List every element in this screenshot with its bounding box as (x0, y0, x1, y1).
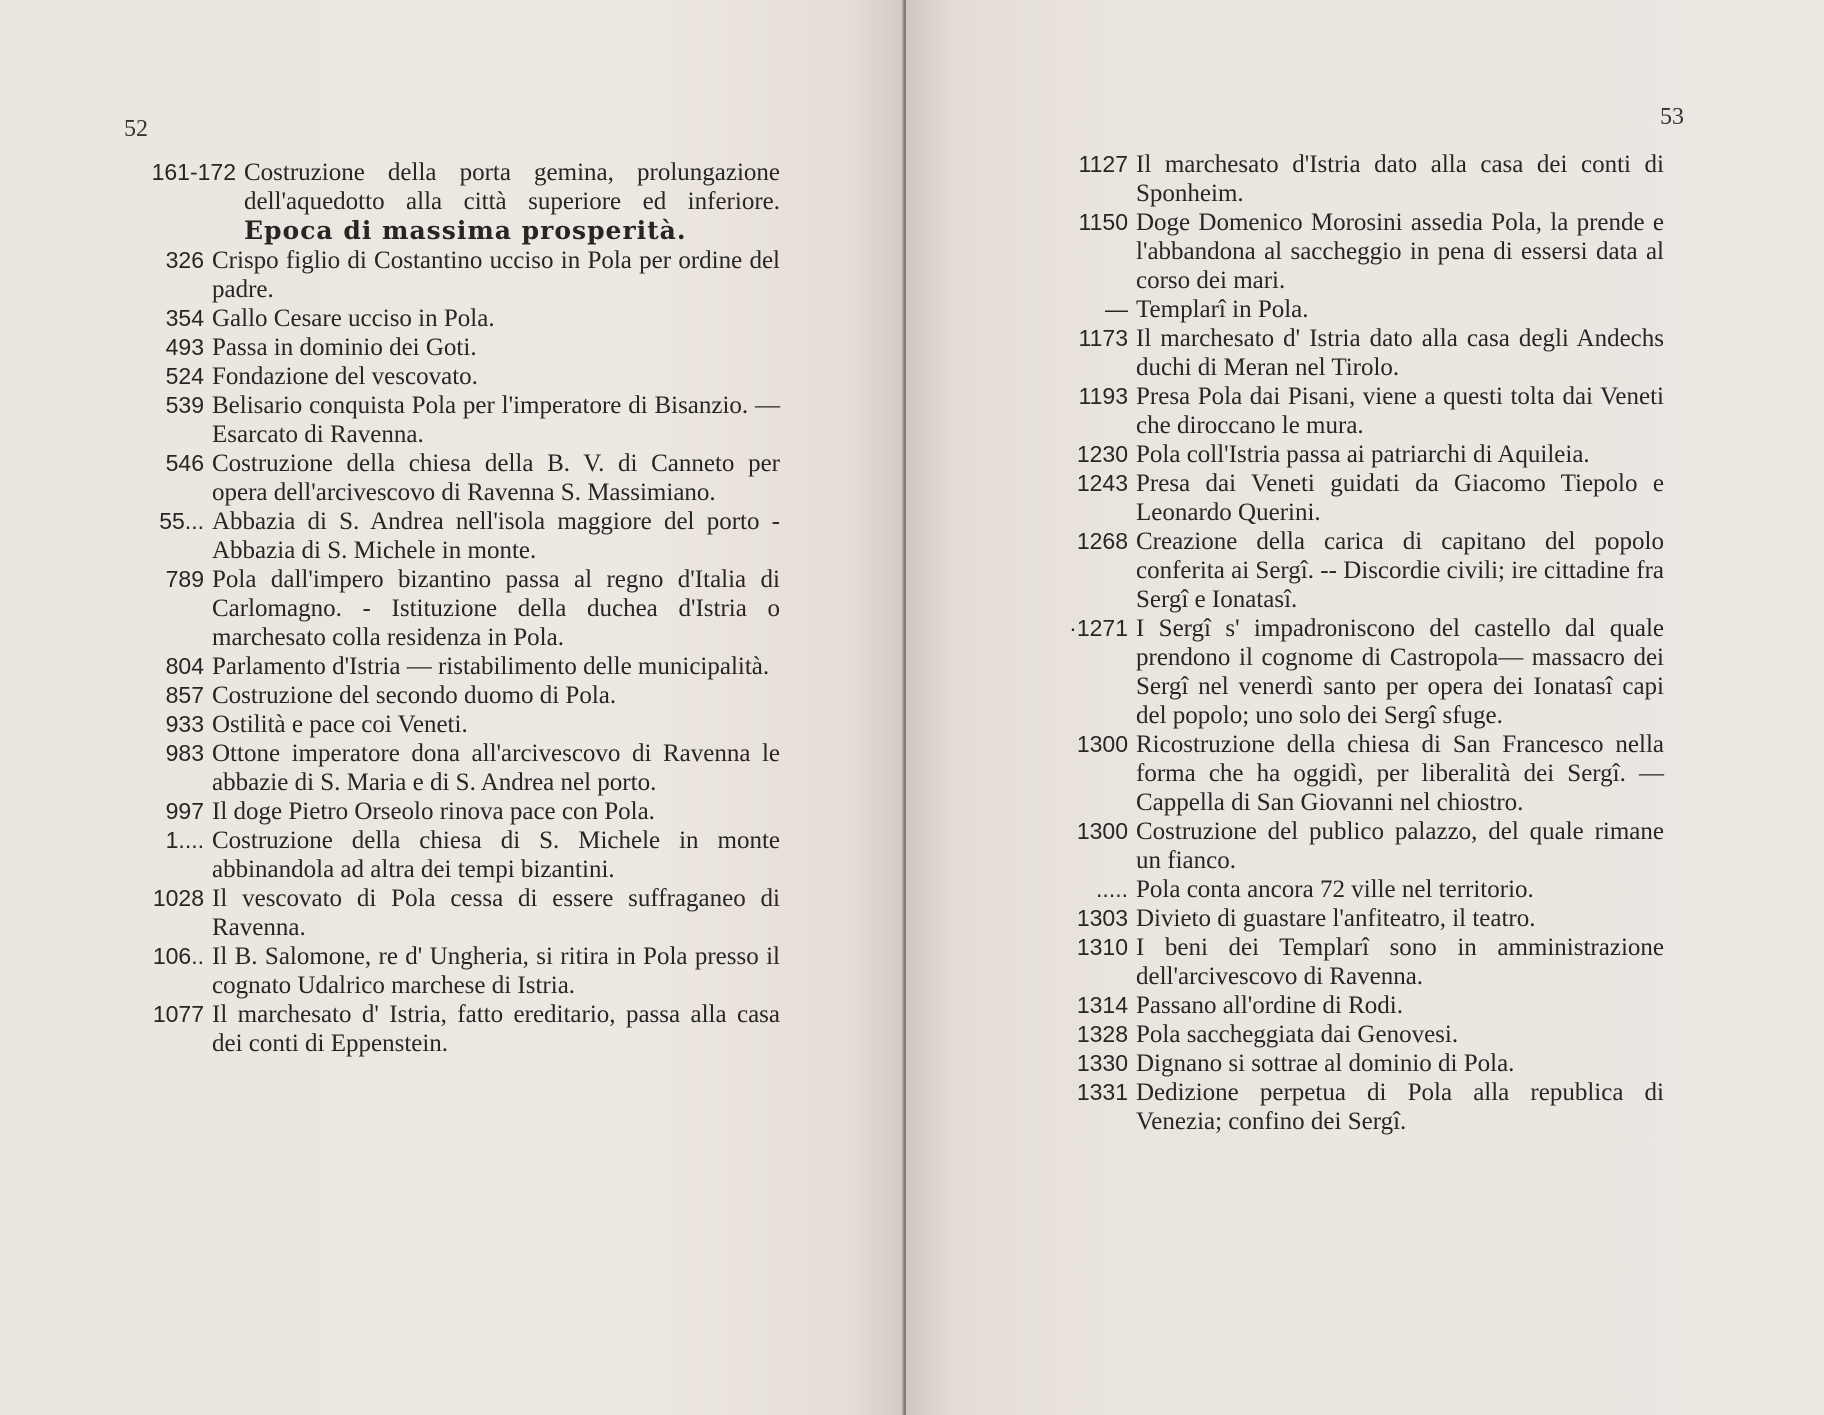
entry-year: 1330 (1076, 1050, 1128, 1076)
entry-description: Costruzione della porta gemina, prolungazione dell'aquedotto alla città superiore ed inferiore. (244, 159, 780, 215)
entry-description: Il marchesato d' Istria dato alla casa degli Andechs duchi di Meran nel Tirolo. (1136, 325, 1664, 381)
chronology-entry (140, 884, 780, 942)
entry-year: 1300 (1076, 731, 1128, 757)
entry-description: Parlamento d'Istria — ristabilimento delle municipalità. (212, 653, 770, 680)
entry-year: 354 (165, 305, 204, 331)
entry-description: Divieto di guastare l'anfiteatro, il teatro. (1136, 905, 1536, 932)
entry-description: Il doge Pietro Orseolo rinova pace con Pola. (212, 798, 655, 825)
entry-description: Pola saccheggiata dai Genovesi. (1136, 1021, 1459, 1048)
entry-text (212, 739, 780, 797)
page-number: 52 (124, 116, 148, 142)
chronology-entry (1056, 1049, 1664, 1078)
entry-text (1136, 730, 1664, 817)
entry-year: 1028 (152, 885, 204, 911)
entry-year: 493 (165, 334, 204, 360)
chronology-entry (1056, 730, 1664, 817)
chronology-entry (140, 652, 780, 681)
entry-text (1136, 614, 1664, 730)
entry-text (212, 449, 780, 507)
entry-text (1136, 150, 1664, 208)
entry-year: — (1105, 296, 1128, 322)
chronology-entry (140, 449, 780, 507)
chronology-entry (140, 1000, 780, 1058)
entry-text (212, 826, 780, 884)
entry-description: Crispo figlio di Costantino ucciso in Pola per ordine del padre. (212, 247, 780, 303)
chronology-entry (140, 681, 780, 710)
entry-text (1136, 875, 1664, 904)
entry-year: 539 (165, 392, 204, 418)
entry-text (1136, 1049, 1664, 1078)
entry-year: ..... (1096, 876, 1128, 902)
entry-year: 524 (165, 363, 204, 389)
entry-text (212, 333, 780, 362)
chronology-entry (1056, 527, 1664, 614)
entry-year: 326 (165, 247, 204, 273)
entry-year: 804 (165, 653, 204, 679)
chronology-entry (140, 246, 780, 304)
entry-description: Presa dai Veneti guidati da Giacomo Tiepolo e Leonardo Querini. (1136, 470, 1664, 526)
entry-description: Pola dall'impero bizantino passa al regno d'Italia di Carlomagno. - Istituzione della duchea d'Istria o marchesato colla residenza in Pola. (212, 566, 780, 651)
chronology-entry (1056, 904, 1664, 933)
chronology-entry (140, 507, 780, 565)
entry-description: Costruzione del publico palazzo, del quale rimane un fianco. (1136, 818, 1664, 874)
entry-year: 1150 (1078, 209, 1128, 235)
entry-description: Ricostruzione della chiesa di San Francesco nella forma che ha oggidì, per liberalità dei Sergî. — Cappella di San Giovanni nel chiostro. (1136, 731, 1664, 816)
entry-year: 1314 (1076, 992, 1128, 1018)
entry-text (244, 158, 780, 246)
page-number: 53 (1660, 104, 1684, 130)
entry-year: 1.... (165, 827, 204, 853)
chronology-entry (1056, 817, 1664, 875)
entry-text (1136, 904, 1664, 933)
entry-year: 1193 (1078, 383, 1128, 409)
entry-year: 1127 (1078, 151, 1128, 177)
entry-year: 997 (165, 798, 204, 824)
entry-description: Ottone imperatore dona all'arcivescovo di Ravenna le abbazie di S. Maria e di S. Andrea nel porto. (212, 740, 780, 796)
chronology-entry (1056, 324, 1664, 382)
entry-description: Fondazione del vescovato. (212, 363, 478, 390)
chronology-entry (1056, 991, 1664, 1020)
entry-text (212, 391, 780, 449)
entry-text (1136, 933, 1664, 991)
chronology-entry (140, 362, 780, 391)
entry-year: 1173 (1078, 325, 1128, 351)
entry-year: 1230 (1076, 441, 1128, 467)
entry-year: 983 (165, 740, 204, 766)
entry-description: Il marchesato d' Istria, fatto ereditario, passa alla casa dei conti di Eppenstein. (212, 1001, 780, 1057)
entry-year: 161-172 (151, 159, 236, 185)
entry-year: 1328 (1076, 1021, 1128, 1047)
chronology-entry (1056, 1078, 1664, 1136)
chronology-entry (140, 158, 780, 246)
entry-description: Abbazia di S. Andrea nell'isola maggiore del porto - Abbazia di S. Michele in monte. (212, 508, 780, 564)
entry-description: Creazione della carica di capitano del popolo conferita ai Sergî. -- Discordie civili; ire cittadine fra Sergî e Ionatasî. (1136, 528, 1664, 613)
chronology-entry (1056, 440, 1664, 469)
entry-text (1136, 440, 1664, 469)
chronology-entry (1056, 208, 1664, 295)
entry-year: 933 (165, 711, 204, 737)
entry-year: 1243 (1076, 470, 1128, 496)
entry-year: 546 (165, 450, 204, 476)
entry-text (212, 942, 780, 1000)
entry-description: Il vescovato di Pola cessa di essere suffraganeo di Ravenna. (212, 885, 780, 941)
entry-text (1136, 382, 1664, 440)
chronology-entry (1056, 150, 1664, 208)
chronology-entry (1056, 295, 1664, 324)
chronology-entry (140, 333, 780, 362)
entry-description: Costruzione della chiesa della B. V. di Canneto per opera dell'arcivescovo di Ravenna S. Massimiano. (212, 450, 780, 506)
entry-text (1136, 527, 1664, 614)
entry-description: I beni dei Templarî sono in amministrazione dell'arcivescovo di Ravenna. (1136, 934, 1664, 990)
entry-year: 857 (165, 682, 204, 708)
entry-text (212, 681, 780, 710)
entry-text (212, 652, 780, 681)
entry-text (1136, 991, 1664, 1020)
right-page (906, 0, 1824, 1415)
entry-description: Templarî in Pola. (1136, 296, 1309, 323)
entry-text (1136, 208, 1664, 295)
entry-description: Costruzione della chiesa di S. Michele in monte abbinandola ad altra dei tempi bizantini. (212, 827, 780, 883)
entry-description: Presa Pola dai Pisani, viene a questi tolta dai Veneti che diroccano le mura. (1136, 383, 1664, 439)
entry-text (1136, 817, 1664, 875)
chronology-entry (140, 304, 780, 333)
entry-text (212, 362, 780, 391)
entry-text (1136, 295, 1664, 324)
entry-description: Dignano si sottrae al dominio di Pola. (1136, 1050, 1515, 1077)
chronology-entry (140, 797, 780, 826)
chronology-entry (1056, 933, 1664, 991)
chronology-entry (140, 391, 780, 449)
entry-text (212, 884, 780, 942)
entry-description: Pola conta ancora 72 ville nel territorio. (1136, 876, 1534, 903)
entry-text (212, 246, 780, 304)
entry-text (212, 565, 780, 652)
entry-description: Passa in dominio dei Goti. (212, 334, 477, 361)
chronology-entry (1056, 382, 1664, 440)
entry-year: 1331 (1076, 1079, 1128, 1105)
chronology-entry (1056, 875, 1664, 904)
chronology-entry (140, 739, 780, 797)
entry-text (1136, 1020, 1664, 1049)
entry-description: Costruzione del secondo duomo di Pola. (212, 682, 617, 709)
entry-text (1136, 324, 1664, 382)
chronology-entry (140, 565, 780, 652)
chronology-entry (1056, 614, 1664, 730)
entry-text (212, 797, 780, 826)
entry-description: Il B. Salomone, re d' Ungheria, si ritira in Pola presso il cognato Udalrico marchese di Istria. (212, 943, 780, 999)
entry-text (212, 507, 780, 565)
chronology-list (140, 158, 780, 1058)
chronology-list (1056, 150, 1664, 1136)
entry-year: 789 (165, 566, 204, 592)
entry-description: I Sergî s' impadroniscono del castello dal quale prendono il cognome di Castropola— massacro dei Sergî nel venerdì santo per opera dei Ionatasî capi del popolo; uno solo dei Sergî sfuge. (1136, 615, 1664, 729)
entry-description: Dedizione perpetua di Pola alla republica di Venezia; confino dei Sergî. (1136, 1079, 1664, 1135)
entry-description: Doge Domenico Morosini assedia Pola, la prende e l'abbandona al saccheggio in pena di essersi data al corso dei mari. (1136, 209, 1664, 294)
entry-emphasis: Epoca di massima prosperità. (244, 216, 687, 245)
entry-text (212, 710, 780, 739)
entry-description: Belisario conquista Pola per l'imperatore di Bisanzio. — Esarcato di Ravenna. (212, 392, 780, 448)
entry-description: Pola coll'Istria passa ai patriarchi di Aquileia. (1136, 441, 1590, 468)
entry-text (212, 304, 780, 333)
entry-year: ·1271 (1069, 615, 1128, 641)
entry-year: 1077 (152, 1001, 204, 1027)
entry-text (1136, 469, 1664, 527)
entry-description: Il marchesato d'Istria dato alla casa dei conti di Sponheim. (1136, 151, 1664, 207)
entry-description: Gallo Cesare ucciso in Pola. (212, 305, 495, 332)
entry-year: 1310 (1076, 934, 1128, 960)
entry-description: Passano all'ordine di Rodi. (1136, 992, 1403, 1019)
left-page (0, 0, 906, 1415)
chronology-entry (1056, 1020, 1664, 1049)
entry-year: 55... (159, 508, 204, 534)
entry-year: 1268 (1076, 528, 1128, 554)
chronology-entry (140, 942, 780, 1000)
entry-year: 1303 (1076, 905, 1128, 931)
chronology-entry (1056, 469, 1664, 527)
entry-description: Ostilità e pace coi Veneti. (212, 711, 468, 738)
chronology-entry (140, 710, 780, 739)
entry-text (1136, 1078, 1664, 1136)
chronology-entry (140, 826, 780, 884)
entry-year: 1300 (1076, 818, 1128, 844)
entry-year: 106.. (152, 943, 204, 969)
entry-text (212, 1000, 780, 1058)
